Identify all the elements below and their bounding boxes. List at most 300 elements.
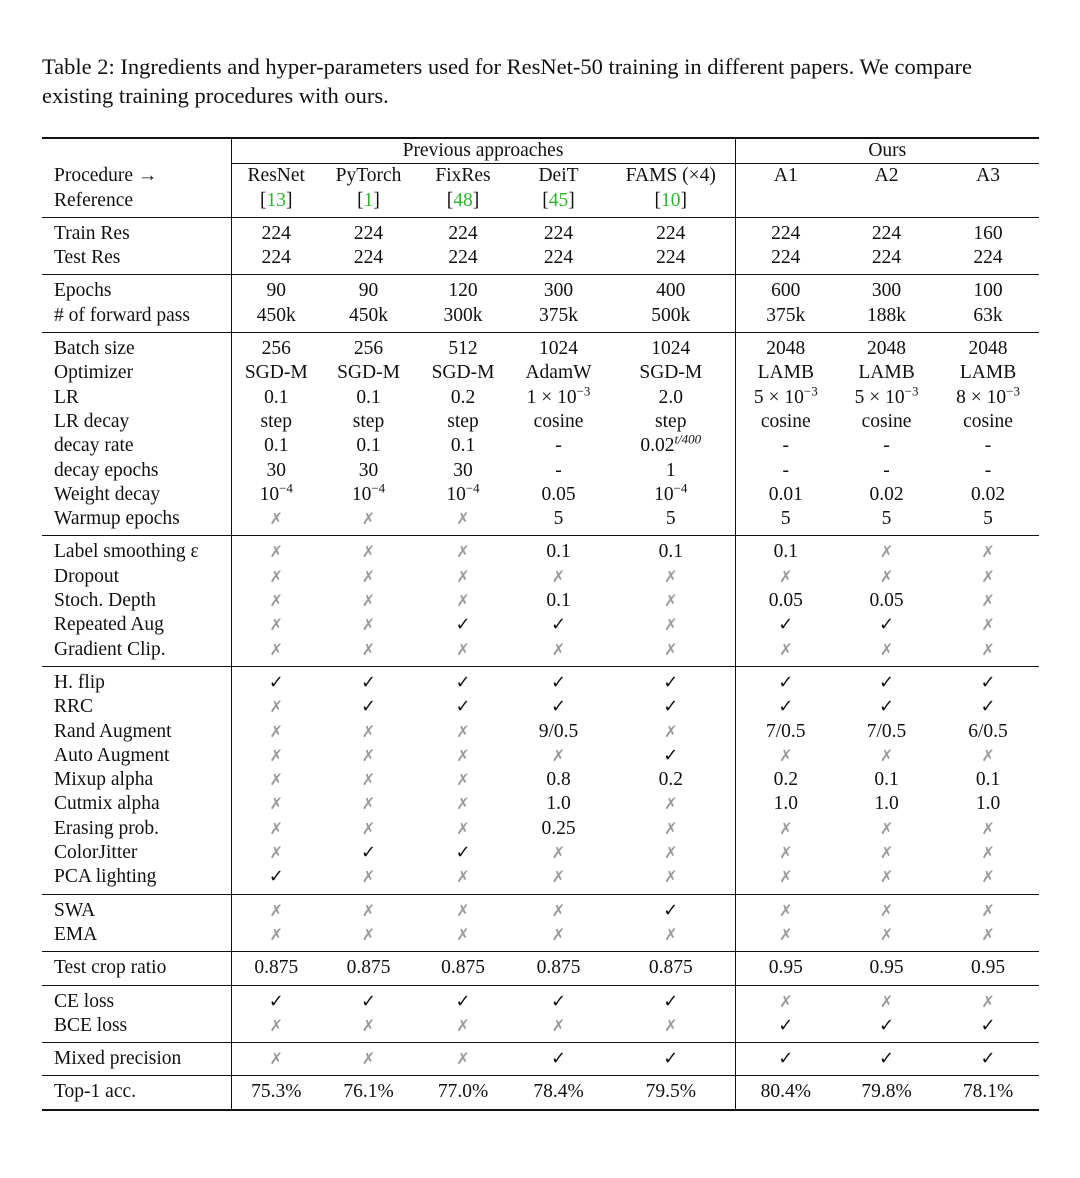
table-cell: 0.05 bbox=[541, 483, 576, 505]
group-header-row bbox=[42, 138, 1039, 164]
cross-icon: ✗ bbox=[836, 985, 937, 1014]
cross-icon: ✗ bbox=[361, 924, 376, 944]
reference-label: Reference bbox=[54, 189, 134, 211]
cross-icon: ✗ bbox=[416, 536, 510, 565]
table-row-ce-loss bbox=[42, 985, 1039, 1014]
table-cell: 78.4% bbox=[510, 1076, 607, 1110]
cross-icon: ✗ bbox=[937, 894, 1039, 923]
check-icon: ✓ bbox=[455, 842, 471, 864]
table-row-erasing-prob bbox=[42, 817, 1039, 841]
hyperparameter-table bbox=[42, 137, 1039, 1111]
cross-icon: ✗ bbox=[456, 509, 470, 529]
table-cell: cosine bbox=[861, 410, 912, 432]
table-cell: 6/0.5 bbox=[968, 720, 1008, 742]
table-cell: 400 bbox=[607, 275, 735, 304]
table-cell: 1.0 bbox=[546, 793, 571, 815]
table-row-epochs bbox=[42, 275, 1039, 304]
cross-icon: ✗ bbox=[361, 745, 376, 765]
cross-icon: ✗ bbox=[879, 867, 894, 887]
table-cell: 224 bbox=[448, 247, 478, 269]
table-cell: 78.1% bbox=[937, 1076, 1039, 1110]
citation-link[interactable]: 13 bbox=[266, 189, 286, 211]
table-cell: 1.0 bbox=[735, 792, 836, 816]
cross-icon: ✗ bbox=[231, 841, 321, 865]
cross-icon: ✗ bbox=[664, 867, 678, 887]
cross-icon: ✗ bbox=[456, 818, 470, 838]
check-icon: ✓ bbox=[321, 985, 416, 1014]
table-cell: 0.875 bbox=[416, 952, 510, 985]
cross-icon: ✗ bbox=[231, 638, 321, 667]
table-cell: 450k bbox=[349, 304, 388, 326]
table-cell: 0.95 bbox=[937, 952, 1039, 985]
table-cell: 75.3% bbox=[231, 1076, 321, 1110]
table-cell: 63k bbox=[973, 304, 1003, 326]
table-cell: 224 bbox=[871, 247, 902, 269]
table-cell: 188k bbox=[867, 304, 907, 326]
row-label: Mixup alpha bbox=[54, 769, 154, 791]
table-cell: - bbox=[883, 435, 890, 457]
check-icon: ✓ bbox=[360, 842, 377, 864]
table-cell: - bbox=[735, 459, 836, 483]
cross-icon: ✗ bbox=[551, 843, 566, 863]
cross-icon: ✗ bbox=[879, 924, 894, 944]
check-icon: ✓ bbox=[455, 614, 471, 636]
reference-cell: [10] bbox=[654, 189, 688, 211]
cross-icon: ✗ bbox=[321, 894, 416, 923]
table-row-bce-loss bbox=[42, 1014, 1039, 1043]
table-cell: 0.875 bbox=[231, 952, 321, 985]
cross-icon: ✗ bbox=[735, 841, 836, 865]
table-row-decay-rate bbox=[42, 434, 1039, 458]
row-label: PCA lighting bbox=[54, 866, 157, 888]
table-cell: 0.2 bbox=[735, 768, 836, 792]
table-cell: 0.875 bbox=[321, 952, 416, 985]
cross-icon: ✗ bbox=[735, 565, 836, 589]
cross-icon: ✗ bbox=[879, 566, 894, 586]
cross-icon: ✗ bbox=[456, 794, 470, 814]
row-label: LR bbox=[54, 386, 79, 408]
table-cell: 224 bbox=[543, 247, 574, 269]
check-icon: ✓ bbox=[836, 1043, 937, 1076]
check-icon: ✓ bbox=[321, 666, 416, 695]
table-row-train-res bbox=[42, 217, 1039, 246]
table-cell: 160 bbox=[937, 217, 1039, 246]
table-cell: 224 bbox=[321, 217, 416, 246]
table-row-rand-augment bbox=[42, 720, 1039, 744]
check-icon: ✓ bbox=[980, 696, 996, 718]
row-label: SWA bbox=[42, 894, 231, 923]
group-ours: Ours bbox=[736, 139, 1040, 164]
table-cell: 5 bbox=[665, 508, 676, 530]
check-icon: ✓ bbox=[735, 1043, 836, 1076]
cross-icon: ✗ bbox=[510, 894, 607, 923]
table-cell: cosine bbox=[533, 410, 584, 432]
row-label: Stoch. Depth bbox=[54, 590, 156, 612]
table-cell: 300k bbox=[443, 304, 483, 326]
table-cell: 0.1 bbox=[231, 434, 321, 458]
cross-icon: ✗ bbox=[981, 843, 995, 863]
check-icon: ✓ bbox=[878, 614, 895, 636]
table-cell: 0.1 bbox=[231, 386, 321, 410]
table-row-cutmix-alpha bbox=[42, 792, 1039, 816]
cross-icon: ✗ bbox=[735, 923, 836, 952]
table-cell: - bbox=[555, 459, 562, 481]
cross-icon: ✗ bbox=[879, 843, 894, 863]
column-name-a3: A3 bbox=[976, 165, 1000, 187]
table-cell: 0.1 bbox=[607, 536, 735, 565]
table-row-test-crop-ratio bbox=[42, 952, 1039, 985]
cross-icon: ✗ bbox=[664, 591, 678, 611]
cross-icon: ✗ bbox=[664, 843, 678, 863]
row-label: Weight decay bbox=[54, 483, 161, 505]
row-label: Auto Augment bbox=[54, 744, 170, 766]
table-cell: 224 bbox=[735, 246, 836, 275]
table-row-auto-augment bbox=[42, 744, 1039, 768]
reference-cell: [45] bbox=[542, 189, 575, 211]
cross-icon: ✗ bbox=[361, 639, 376, 659]
cross-icon: ✗ bbox=[231, 1043, 321, 1076]
table-cell: 30 bbox=[453, 459, 473, 481]
table-cell: 300 bbox=[510, 275, 607, 304]
check-icon: ✓ bbox=[510, 985, 607, 1014]
table-cell: 0.05 bbox=[735, 589, 836, 613]
table-row-lr bbox=[42, 386, 1039, 410]
cross-icon: ✗ bbox=[361, 770, 376, 790]
table-cell: 0.25 bbox=[541, 817, 576, 839]
citation-link[interactable]: 48 bbox=[453, 189, 473, 211]
column-name-a2: A2 bbox=[874, 165, 899, 187]
table-cell: 300 bbox=[836, 275, 937, 304]
table-row-stoch-depth bbox=[42, 589, 1039, 613]
table-cell: 0.1 bbox=[510, 536, 607, 565]
row-label: Gradient Clip. bbox=[54, 638, 166, 660]
citation-link[interactable]: 10 bbox=[661, 189, 681, 211]
cross-icon: ✗ bbox=[361, 721, 376, 741]
cross-icon: ✗ bbox=[456, 1015, 470, 1035]
cross-icon: ✗ bbox=[416, 894, 510, 923]
table-cell: 2048 bbox=[937, 333, 1039, 362]
table-row-mixup-alpha bbox=[42, 768, 1039, 792]
cross-icon: ✗ bbox=[981, 867, 995, 887]
table-cell: 0.875 bbox=[510, 952, 607, 985]
table-cell: 79.8% bbox=[836, 1076, 937, 1110]
cross-icon: ✗ bbox=[981, 639, 995, 659]
check-icon: ✓ bbox=[455, 696, 471, 718]
table-cell: LAMB bbox=[858, 362, 915, 384]
row-label: # of forward pass bbox=[54, 304, 190, 326]
cross-icon: ✗ bbox=[551, 867, 566, 887]
table-cell: step bbox=[352, 410, 385, 432]
table-cell: 90 bbox=[231, 275, 321, 304]
table-row-swa bbox=[42, 894, 1039, 923]
table-cell: - bbox=[555, 435, 562, 457]
table-cell: SGD-M bbox=[337, 362, 400, 384]
table-cell: 375k bbox=[735, 304, 836, 333]
cross-icon: ✗ bbox=[735, 817, 836, 841]
check-icon: ✓ bbox=[937, 666, 1039, 695]
table-caption: Table 2: Ingredients and hyper-parameters used for ResNet-50 training in different papers. We compare existing training procedures with ours. bbox=[42, 54, 972, 108]
row-label: Optimizer bbox=[54, 362, 134, 384]
citation-link[interactable]: 45 bbox=[548, 189, 569, 211]
table-cell: 256 bbox=[321, 333, 416, 362]
check-icon: ✓ bbox=[878, 696, 895, 718]
table-cell: 0.1 bbox=[546, 590, 571, 612]
row-label: decay epochs bbox=[54, 459, 159, 481]
cross-icon: ✗ bbox=[231, 536, 321, 565]
cross-icon: ✗ bbox=[231, 1014, 321, 1043]
table-cell: 0.95 bbox=[735, 952, 836, 985]
table-row-ema bbox=[42, 923, 1039, 952]
table-cell: 2.0 bbox=[658, 386, 683, 408]
cross-icon: ✗ bbox=[231, 613, 321, 637]
table-cell: 90 bbox=[321, 275, 416, 304]
table-cell: 0.875 bbox=[607, 952, 735, 985]
table-cell: 5 bbox=[881, 508, 892, 530]
column-name-fams-4: FAMS (×4) bbox=[625, 165, 716, 187]
cross-icon: ✗ bbox=[361, 615, 376, 635]
cross-icon: ✗ bbox=[735, 985, 836, 1014]
check-icon: ✓ bbox=[231, 865, 321, 894]
cross-icon: ✗ bbox=[664, 566, 678, 586]
cross-icon: ✗ bbox=[664, 1015, 678, 1035]
table-row-label-smoothing bbox=[42, 536, 1039, 565]
table-row-optimizer bbox=[42, 361, 1039, 385]
table-row-top-1-acc bbox=[42, 1076, 1039, 1110]
cross-icon: ✗ bbox=[664, 639, 678, 659]
cross-icon: ✗ bbox=[231, 507, 321, 536]
table-cell: 9/0.5 bbox=[538, 720, 579, 742]
reference-row bbox=[42, 189, 1039, 218]
table-cell: 450k bbox=[231, 304, 321, 333]
check-icon: ✓ bbox=[550, 696, 567, 718]
citation-link[interactable]: 1 bbox=[363, 189, 374, 211]
table-row-mixed-precision bbox=[42, 1043, 1039, 1076]
table-cell: 0.1 bbox=[450, 435, 476, 457]
table-cell: 5 bbox=[735, 507, 836, 536]
check-icon: ✓ bbox=[663, 696, 679, 718]
table-cell: $8 \times 10^{-3}$ bbox=[956, 383, 1020, 408]
table-row-h-flip bbox=[42, 666, 1039, 695]
table-cell: 2048 bbox=[836, 333, 937, 362]
table-cell: 0.1 bbox=[356, 435, 381, 457]
cross-icon: ✗ bbox=[456, 745, 470, 765]
table-cell: $0.02^{t/400}$ bbox=[640, 431, 702, 457]
cross-icon: ✗ bbox=[361, 818, 376, 838]
table-cell: $5 \times 10^{-3}$ bbox=[854, 383, 919, 408]
table-cell: - bbox=[735, 434, 836, 458]
table-cell: 80.4% bbox=[735, 1076, 836, 1110]
table-cell: 0.01 bbox=[735, 483, 836, 507]
cross-icon: ✗ bbox=[664, 924, 678, 944]
cross-icon: ✗ bbox=[231, 589, 321, 613]
table-cell: 224 bbox=[510, 217, 607, 246]
cross-icon: ✗ bbox=[361, 1015, 376, 1035]
table-cell: 224 bbox=[973, 247, 1003, 269]
table-cell: cosine bbox=[963, 410, 1013, 432]
reference-cell bbox=[937, 189, 1039, 218]
table-cell: $10^{-4}$ bbox=[446, 480, 480, 505]
row-label: Dropout bbox=[54, 565, 119, 587]
check-icon: ✓ bbox=[735, 1014, 836, 1043]
table-cell: cosine bbox=[735, 410, 836, 434]
row-label: Warmup epochs bbox=[54, 508, 180, 530]
row-label: Batch size bbox=[42, 333, 231, 362]
table-cell: 2048 bbox=[735, 333, 836, 362]
cross-icon: ✗ bbox=[231, 720, 321, 744]
table-cell: 224 bbox=[607, 217, 735, 246]
cross-icon: ✗ bbox=[231, 894, 321, 923]
cross-icon: ✗ bbox=[735, 865, 836, 894]
row-label: Mixed precision bbox=[42, 1043, 231, 1076]
table-row-rrc bbox=[42, 695, 1039, 719]
check-icon: ✓ bbox=[836, 666, 937, 695]
row-label: RRC bbox=[54, 696, 94, 718]
check-icon: ✓ bbox=[607, 666, 735, 695]
table-cell: 5 bbox=[553, 508, 564, 530]
table-cell: 600 bbox=[735, 275, 836, 304]
corner-cell bbox=[42, 138, 231, 164]
table-cell: AdamW bbox=[525, 362, 592, 384]
cross-icon: ✗ bbox=[664, 721, 678, 741]
table-cell: 0.02 bbox=[869, 483, 904, 505]
table-cell: $1 \times 10^{-3}$ bbox=[526, 383, 591, 408]
row-label: decay rate bbox=[54, 435, 134, 457]
table-cell: SGD-M bbox=[431, 362, 495, 384]
table-cell: 224 bbox=[231, 246, 321, 275]
cross-icon: ✗ bbox=[981, 924, 995, 944]
table-cell: 30 bbox=[358, 459, 379, 481]
check-icon: ✓ bbox=[735, 613, 836, 637]
cross-icon: ✗ bbox=[231, 768, 321, 792]
cross-icon: ✗ bbox=[981, 566, 995, 586]
table-cell: 0.2 bbox=[658, 769, 683, 791]
table-cell: 79.5% bbox=[607, 1076, 735, 1110]
cross-icon: ✗ bbox=[321, 1043, 416, 1076]
cross-icon: ✗ bbox=[735, 638, 836, 667]
table-cell: 0.1 bbox=[356, 386, 381, 408]
row-label: Epochs bbox=[42, 275, 231, 304]
cross-icon: ✗ bbox=[981, 818, 995, 838]
table-cell: 1 bbox=[665, 459, 676, 481]
table-cell: step bbox=[447, 410, 479, 432]
column-name-pytorch: PyTorch bbox=[335, 165, 402, 187]
reference-cell: [1] bbox=[357, 189, 380, 211]
cross-icon: ✗ bbox=[231, 695, 321, 719]
table-cell: LAMB bbox=[959, 362, 1017, 384]
check-icon: ✓ bbox=[360, 696, 377, 718]
cross-icon: ✗ bbox=[551, 639, 566, 659]
table-cell: 5 bbox=[983, 508, 993, 530]
cross-icon: ✗ bbox=[456, 867, 470, 887]
procedure-label: Procedure → bbox=[54, 165, 158, 187]
row-label: Test crop ratio bbox=[42, 952, 231, 985]
reference-cell bbox=[735, 189, 836, 218]
procedure-row bbox=[42, 164, 1039, 188]
row-label: Cutmix alpha bbox=[54, 793, 160, 815]
table-cell: LAMB bbox=[735, 361, 836, 385]
table-row-decay-epochs bbox=[42, 459, 1039, 483]
cross-icon: ✗ bbox=[456, 639, 470, 659]
reference-cell: [48] bbox=[446, 189, 480, 211]
row-label: H. flip bbox=[42, 666, 231, 695]
table-cell: step bbox=[655, 410, 687, 432]
table-cell: 1.0 bbox=[975, 793, 1001, 815]
column-name-deit: DeiT bbox=[538, 165, 579, 187]
cross-icon: ✗ bbox=[879, 818, 894, 838]
table-row-weight-decay bbox=[42, 483, 1039, 507]
row-label: Rand Augment bbox=[54, 720, 172, 742]
column-name-a1: A1 bbox=[735, 164, 836, 188]
column-name-resnet: ResNet bbox=[231, 164, 321, 188]
check-icon: ✓ bbox=[416, 666, 510, 695]
cross-icon: ✗ bbox=[735, 744, 836, 768]
row-label: Label smoothing ε bbox=[42, 536, 231, 565]
row-label: Train Res bbox=[42, 217, 231, 246]
row-label: Erasing prob. bbox=[54, 817, 160, 839]
check-icon: ✓ bbox=[735, 666, 836, 695]
row-label: ColorJitter bbox=[54, 842, 138, 864]
table-cell: step bbox=[231, 410, 321, 434]
table-cell: 224 bbox=[231, 217, 321, 246]
cross-icon: ✗ bbox=[361, 867, 376, 887]
cross-icon: ✗ bbox=[416, 1043, 510, 1076]
table-cell: 100 bbox=[937, 275, 1039, 304]
table-row-batch-size bbox=[42, 333, 1039, 362]
table-cell: 7/0.5 bbox=[735, 720, 836, 744]
group-previous-approaches: Previous approaches bbox=[232, 139, 735, 164]
table-cell: 0.95 bbox=[836, 952, 937, 985]
cross-icon: ✗ bbox=[551, 1015, 566, 1035]
table-row-gradient-clip bbox=[42, 638, 1039, 667]
cross-icon: ✗ bbox=[664, 615, 678, 635]
table-cell: 375k bbox=[539, 304, 578, 326]
table-cell: - bbox=[984, 459, 992, 481]
cross-icon: ✗ bbox=[231, 792, 321, 816]
table-cell: $10^{-4}$ bbox=[231, 483, 321, 507]
table-row-pca-lighting bbox=[42, 865, 1039, 894]
cross-icon: ✗ bbox=[456, 924, 470, 944]
cross-icon: ✗ bbox=[361, 591, 376, 611]
cross-icon: ✗ bbox=[551, 566, 566, 586]
cross-icon: ✗ bbox=[456, 770, 470, 790]
row-label: Test Res bbox=[54, 247, 121, 269]
table-cell: 30 bbox=[231, 459, 321, 483]
table-row-dropout bbox=[42, 565, 1039, 589]
table-cell: SGD-M bbox=[231, 361, 321, 385]
table-cell: 1024 bbox=[607, 333, 735, 362]
cross-icon: ✗ bbox=[937, 536, 1039, 565]
check-icon: ✓ bbox=[231, 985, 321, 1014]
cross-icon: ✗ bbox=[551, 924, 566, 944]
table-row-colorjitter bbox=[42, 841, 1039, 865]
cross-icon: ✗ bbox=[321, 536, 416, 565]
check-icon: ✓ bbox=[663, 744, 679, 766]
check-icon: ✓ bbox=[735, 695, 836, 719]
cross-icon: ✗ bbox=[361, 566, 376, 586]
table-cell: - bbox=[984, 435, 992, 457]
cross-icon: ✗ bbox=[836, 894, 937, 923]
table-cell: 0.1 bbox=[874, 769, 899, 791]
row-label: LR decay bbox=[54, 410, 130, 432]
row-label: Top-1 acc. bbox=[42, 1076, 231, 1110]
table-cell: 0.8 bbox=[546, 769, 571, 791]
cross-icon: ✗ bbox=[981, 615, 995, 635]
check-icon: ✓ bbox=[231, 666, 321, 695]
table-cell: 0.05 bbox=[869, 590, 904, 612]
table-row-warmup-epochs bbox=[42, 507, 1039, 536]
check-icon: ✓ bbox=[550, 614, 567, 636]
table-cell: 224 bbox=[416, 217, 510, 246]
